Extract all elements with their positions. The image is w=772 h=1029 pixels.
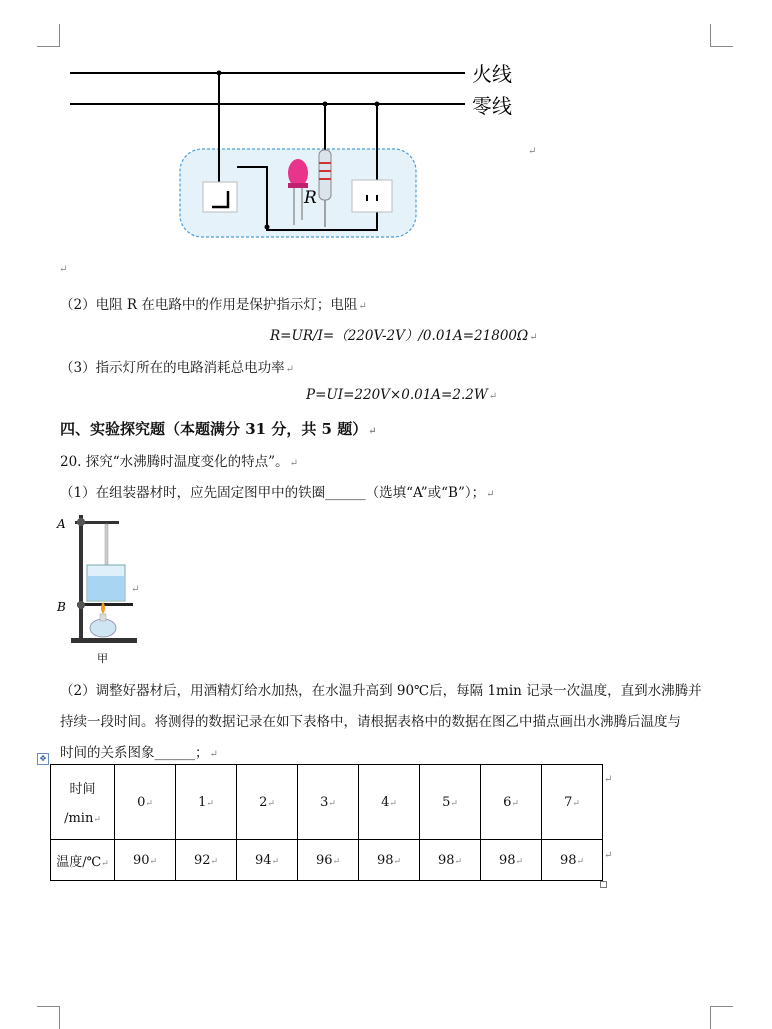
circuit-diagram [60,55,530,255]
table-cell: 92↵ [176,840,237,881]
live-wire-label: 火线 [472,62,512,86]
q20-intro: 20. 探究“水沸腾时温度变化的特点”。↵ [60,454,298,470]
table-cell: 2↵ [237,765,298,840]
q20-part1: （1）在组装器材时，应先固定图甲中的铁圈______（选填“A”或“B”）；↵ [60,485,495,501]
q20-part2-line3: 时间的关系图象______；↵ [60,745,218,761]
corner-mark-top-right [710,24,733,47]
resistor-label: R [304,188,317,208]
neutral-wire-label: 零线 [472,94,512,118]
table-cell: 4↵ [359,765,420,840]
ring-label-a: A [57,517,66,531]
ring-label-b: B [57,600,66,614]
table-cell: 7↵ [542,765,603,840]
table-cell: 94↵ [237,840,298,881]
table-row [51,840,603,881]
table-cell: 90↵ [115,840,176,881]
paragraph-mark: ↵ [528,146,537,157]
temperature-header-cell: 温度/℃↵ [51,840,115,881]
table-cell: 98↵ [420,840,481,881]
figure-caption: 甲 [97,652,108,665]
table-cell: 1↵ [176,765,237,840]
q3-formula: P=UI=220V×0.01A=2.2W↵ [306,387,498,403]
table-cell: 96↵ [298,840,359,881]
paragraph-mark: ↵ [131,584,140,595]
table-move-handle[interactable]: ✥ [37,753,49,765]
q20-part2-line1: （2）调整好器材后，用酒精灯给水加热，在水温升高到 90℃后，每隔 1min 记录一次温度，直到水沸腾并 [60,683,702,699]
table-cell: 0↵ [115,765,176,840]
corner-mark-top-left [37,24,60,47]
table-cell: 98↵ [481,840,542,881]
led-icon [288,159,308,187]
table-row [51,765,603,840]
table-cell: 6↵ [481,765,542,840]
table-cell: 5↵ [420,765,481,840]
section-heading: 四、实验探究题（本题满分 31 分，共 5 题）↵ [60,420,377,438]
resistor-icon [319,150,331,200]
table-cell: 98↵ [542,840,603,881]
q2-formula: R=UR/I=（220V-2V）/0.01A=21800Ω↵ [270,328,538,344]
table-resize-handle[interactable] [600,881,607,888]
q3-text: （3）指示灯所在的电路消耗总电功率↵ [60,360,294,376]
q2-text: （2）电阻 R 在电路中的作用是保护指示灯；电阻↵ [60,297,367,313]
row-end-mark: ↵ [604,850,613,861]
data-table [50,764,603,881]
q20-part2-line2: 持续一段时间。将测得的数据记录在如下表格中，请根据表格中的数据在图乙中描点画出水沸腾后温度与 [60,714,681,730]
row-end-mark: ↵ [604,774,613,785]
table-cell: 3↵ [298,765,359,840]
corner-mark-bottom-right [710,1006,733,1029]
corner-mark-bottom-left [37,1006,60,1029]
paragraph-mark: ↵ [59,264,68,275]
time-header-cell: 时间 /min↵ [51,765,115,840]
table-cell: 98↵ [359,840,420,881]
socket-icon [352,180,392,212]
